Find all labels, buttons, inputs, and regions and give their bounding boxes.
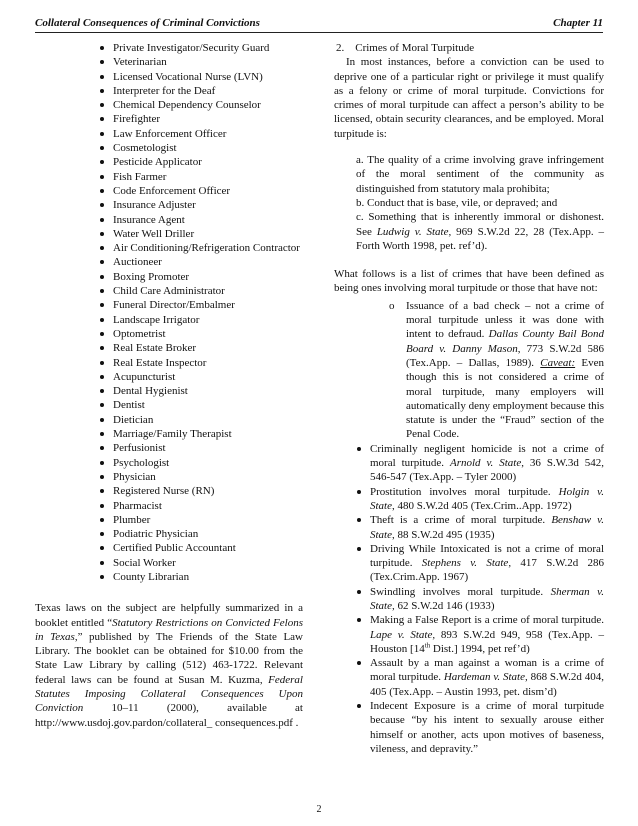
- item-text: 417 S.W.2d 286 (Tex.Crim.App. 1967): [370, 557, 604, 584]
- list-item: Auctioneer: [100, 255, 303, 269]
- list-item: Optometrist: [100, 327, 303, 341]
- case-citation: Holgin v. State: [370, 485, 604, 512]
- intro-paragraph: In most instances, before a conviction can be used to deprive one of a particular right or privilege it must qualify as a felony or crime of moral turpitude. Convictions for crimes of moral turpitude can affect a person’s ability to be licensed, obtain security clearances, and be employed. Moral turpitude is:: [334, 56, 604, 140]
- summary-text: 10–11 (2000), available at http://www.usdoj.gov.pardon/collateral_ consequences.pdf .: [35, 702, 303, 729]
- header-title: Collateral Consequences of Criminal Convictions: [35, 17, 260, 29]
- circle-bullet-icon: o: [389, 299, 395, 312]
- list-item: Psychologist: [100, 456, 303, 470]
- occupation-list: [35, 41, 303, 584]
- item-text: Even though this is not considered a crime of moral turpitude, many employers will automatically deny employment because this statute is under the “Fraud” section of the Penal Code.: [406, 356, 604, 441]
- item-text: 868 S.W.2d 404, 405 (Tex.App. – Austin 1993, pet. dism’d): [370, 671, 605, 698]
- list-item: [370, 513, 604, 542]
- item-text: 893 S.W.2d 949, 958 (Tex.App. – Houston [14: [370, 628, 604, 655]
- list-item: [389, 299, 604, 442]
- list-intro: What follows is a list of crimes that have been defined as being ones involving moral turpitude or those that have not:: [334, 268, 604, 295]
- case-citation: Arnold v. State: [449, 457, 522, 470]
- page-number: 2: [316, 804, 322, 815]
- list-item: Real Estate Inspector: [100, 356, 303, 370]
- list-item: Dental Hygienist: [100, 384, 303, 398]
- list-item: Private Investigator/Security Guard: [100, 41, 303, 55]
- list-item: Dietician: [100, 413, 303, 427]
- item-text: Assault by a man against a woman is a crime of moral turpitude.: [370, 657, 604, 684]
- item-text: , 36 S.W.3d 542, 546-547 (Tex.App. – Tyler 2000): [370, 457, 604, 484]
- moral-turpitude-criteria: [356, 153, 604, 253]
- list-item: Landscape Irrigator: [100, 313, 303, 327]
- item-text: 62 S.W.2d 146 (1933): [394, 599, 495, 612]
- list-item: Social Worker: [100, 556, 303, 570]
- list-item: County Librarian: [100, 570, 303, 584]
- item-text: , 773 S.W.2d 586 (Tex.App. – Dallas, 1989).: [406, 342, 604, 369]
- list-item: [370, 542, 604, 585]
- list-item: Cosmetologist: [100, 141, 303, 155]
- sub-list: [334, 299, 604, 442]
- case-citation: Hardeman v. State,: [443, 671, 528, 684]
- right-column: [334, 41, 604, 756]
- list-item: Plumber: [100, 513, 303, 527]
- list-item: [370, 485, 604, 514]
- list-item: Boxing Promoter: [100, 270, 303, 284]
- list-item: Child Care Administrator: [100, 284, 303, 298]
- list-item: Physician: [100, 470, 303, 484]
- item-text: Making a False Report is a crime of moral turpitude.: [370, 614, 604, 627]
- list-item: Marriage/Family Therapist: [100, 427, 303, 441]
- list-item: Chemical Dependency Counselor: [100, 98, 303, 112]
- list-item: Veterinarian: [100, 55, 303, 69]
- item-text: Theft is a crime of moral turpitude.: [370, 514, 552, 527]
- item-text: Driving While Intoxicated is not a crime of moral turpitude.: [370, 542, 604, 570]
- list-item: [370, 442, 604, 485]
- criterion-a: a. The quality of a crime involving grave infringement of the moral sentiment of the community as distinguished from statutory mala prohibita;: [356, 154, 604, 195]
- list-item: Insurance Adjuster: [100, 198, 303, 212]
- left-column: [35, 41, 303, 730]
- header-chapter: Chapter 11: [553, 17, 603, 29]
- item-text: Prostitution involves moral turpitude.: [370, 485, 559, 498]
- case-citation: Sherman v. State,: [370, 585, 604, 612]
- item-text: Issuance of a bad check – not a crime of moral turpitude unless it was done with intent to defraud.: [406, 299, 604, 341]
- item-text: Indecent Exposure is a crime of moral turpitude because “by his intent to sexually arouse either himself or another, acts upon motives of baseness, vileness, and depravity.”: [370, 700, 604, 755]
- item-text: Criminally negligent homicide is not a crime of moral turpitude.: [370, 442, 604, 470]
- criterion-c-text: c. Something that is inherently immoral or dishonest. See: [356, 211, 604, 238]
- criterion-c: [356, 210, 604, 253]
- list-item: Pharmacist: [100, 499, 303, 513]
- list-item: Firefighter: [100, 112, 303, 126]
- publication-title: Federal Statutes Imposing Collateral Consequences Upon Conviction: [35, 673, 303, 715]
- list-item: Perfusionist: [100, 441, 303, 455]
- case-citation: Lape v. State,: [370, 628, 436, 641]
- list-item: Fish Farmer: [100, 170, 303, 184]
- list-item: Water Well Driller: [100, 227, 303, 241]
- item-text: , 88 S.W.2d 495 (1935): [392, 528, 495, 541]
- list-item: Interpreter for the Deaf: [100, 84, 303, 98]
- ordinal-suffix: th: [424, 641, 431, 650]
- case-citation: Stephens v. State,: [421, 557, 512, 570]
- case-citation: Benshaw v. State: [370, 514, 604, 541]
- list-item: Podiatric Physician: [100, 527, 303, 541]
- booklet-title: Statutory Restrictions on Convicted Felons in Texas: [35, 616, 303, 643]
- criterion-b: b. Conduct that is base, vile, or depraved; and: [356, 196, 558, 209]
- item-text: Dist.] 1994, pet ref’d): [430, 642, 530, 655]
- case-citation: Ludwig v. State,: [376, 225, 452, 238]
- list-item: [370, 656, 604, 699]
- list-item: Dentist: [100, 398, 303, 412]
- section-heading: 2. Crimes of Moral Turpitude: [336, 42, 475, 54]
- list-item: [370, 585, 604, 614]
- list-item: Pesticide Applicator: [100, 155, 303, 169]
- list-item: Insurance Agent: [100, 213, 303, 227]
- list-item: Code Enforcement Officer: [100, 184, 303, 198]
- case-citation: Dallas County Bail Bond Board v. Danny Mason: [406, 328, 604, 355]
- caveat-label: Caveat:: [540, 356, 576, 369]
- list-item: Air Conditioning/Refrigeration Contractor: [100, 241, 303, 255]
- list-item: [370, 613, 604, 656]
- list-item: Certified Public Accountant: [100, 541, 303, 555]
- running-header: [35, 16, 603, 31]
- criterion-c-text: 969 S.W.2d 22, 28 (Tex.App. – Forth Worth 1998, pet. ref’d).: [356, 225, 604, 252]
- summary-paragraph: [35, 601, 303, 730]
- list-item: Real Estate Broker: [100, 341, 303, 355]
- list-item: Law Enforcement Officer: [100, 127, 303, 141]
- list-item: Registered Nurse (RN): [100, 484, 303, 498]
- list-item: Funeral Director/Embalmer: [100, 298, 303, 312]
- header-rule: [35, 32, 603, 33]
- item-text: , 480 S.W.2d 405 (Tex.Crim..App. 1972): [392, 499, 572, 512]
- item-text: Swindling involves moral turpitude.: [370, 585, 551, 598]
- summary-text: Texas laws on the subject are helpfully summarized in a booklet entitled “: [35, 602, 303, 629]
- crime-list: [334, 442, 604, 757]
- list-item: Acupuncturist: [100, 370, 303, 384]
- list-item: [370, 699, 604, 756]
- list-item: Licensed Vocational Nurse (LVN): [100, 70, 303, 84]
- summary-text: ,” published by The Friends of the State Law Library. The booklet can be obtained for $10.00 from the State Law Library by calling (512) 463-1722. Relevant federal laws can be found at Susan M. Kuzma,: [35, 630, 304, 686]
